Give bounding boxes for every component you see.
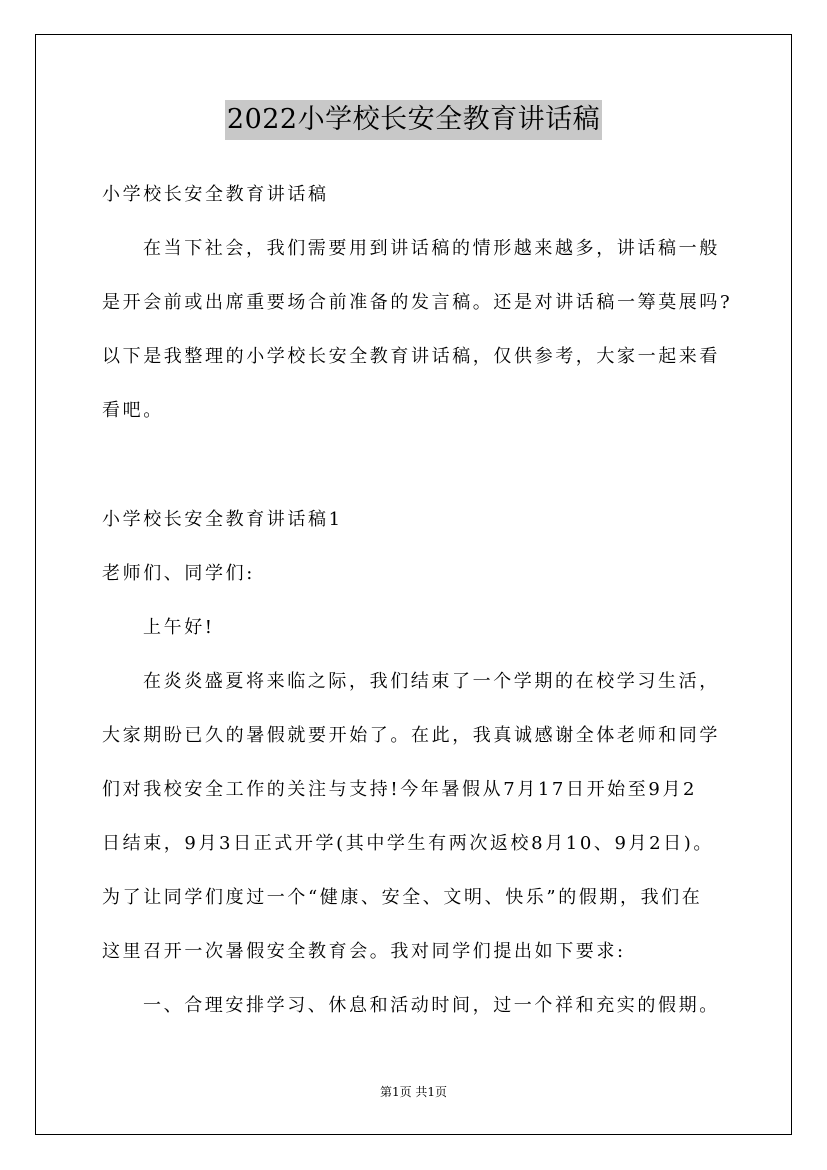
title-container bbox=[0, 100, 827, 140]
paragraph-line: 在炎炎盛夏将来临之际，我们结束了一个学期的在校学习生活， bbox=[143, 671, 720, 692]
paragraph-line: 看吧。 bbox=[102, 400, 164, 421]
paragraph-line: 们对我校安全工作的关注与支持!今年暑假从7月17日开始至9月2 bbox=[102, 779, 698, 800]
document-title: 2022小学校长安全教育讲话稿 bbox=[225, 100, 602, 140]
paragraph-line: 大家期盼已久的暑假就要开始了。在此，我真诚感谢全体老师和同学 bbox=[102, 725, 720, 746]
greeting-line: 上午好! bbox=[143, 617, 215, 638]
paragraph-line: 是开会前或出席重要场合前准备的发言稿。还是对讲话稿一筹莫展吗? bbox=[102, 292, 733, 313]
paragraph-line: 这里召开一次暑假安全教育会。我对同学们提出如下要求: bbox=[102, 941, 626, 962]
paragraph-line: 在当下社会，我们需要用到讲话稿的情形越来越多，讲话稿一般 bbox=[143, 238, 720, 259]
paragraph-line: 以下是我整理的小学校长安全教育讲话稿，仅供参考，大家一起来看 bbox=[102, 346, 720, 367]
section-heading: 小学校长安全教育讲话稿 bbox=[102, 184, 329, 205]
paragraph-line: 为了让同学们度过一个“健康、安全、文明、快乐”的假期，我们在 bbox=[102, 887, 703, 908]
section-heading: 小学校长安全教育讲话稿1 bbox=[102, 509, 343, 530]
paragraph-line: 日结束，9月3日正式开学(其中学生有两次返校8月10、9月2日)。 bbox=[102, 833, 715, 854]
greeting-line: 老师们、同学们: bbox=[102, 563, 255, 584]
page-footer: 第1页 共1页 bbox=[379, 1085, 448, 1099]
paragraph-line: 一、合理安排学习、休息和活动时间，过一个祥和充实的假期。 bbox=[143, 995, 720, 1016]
